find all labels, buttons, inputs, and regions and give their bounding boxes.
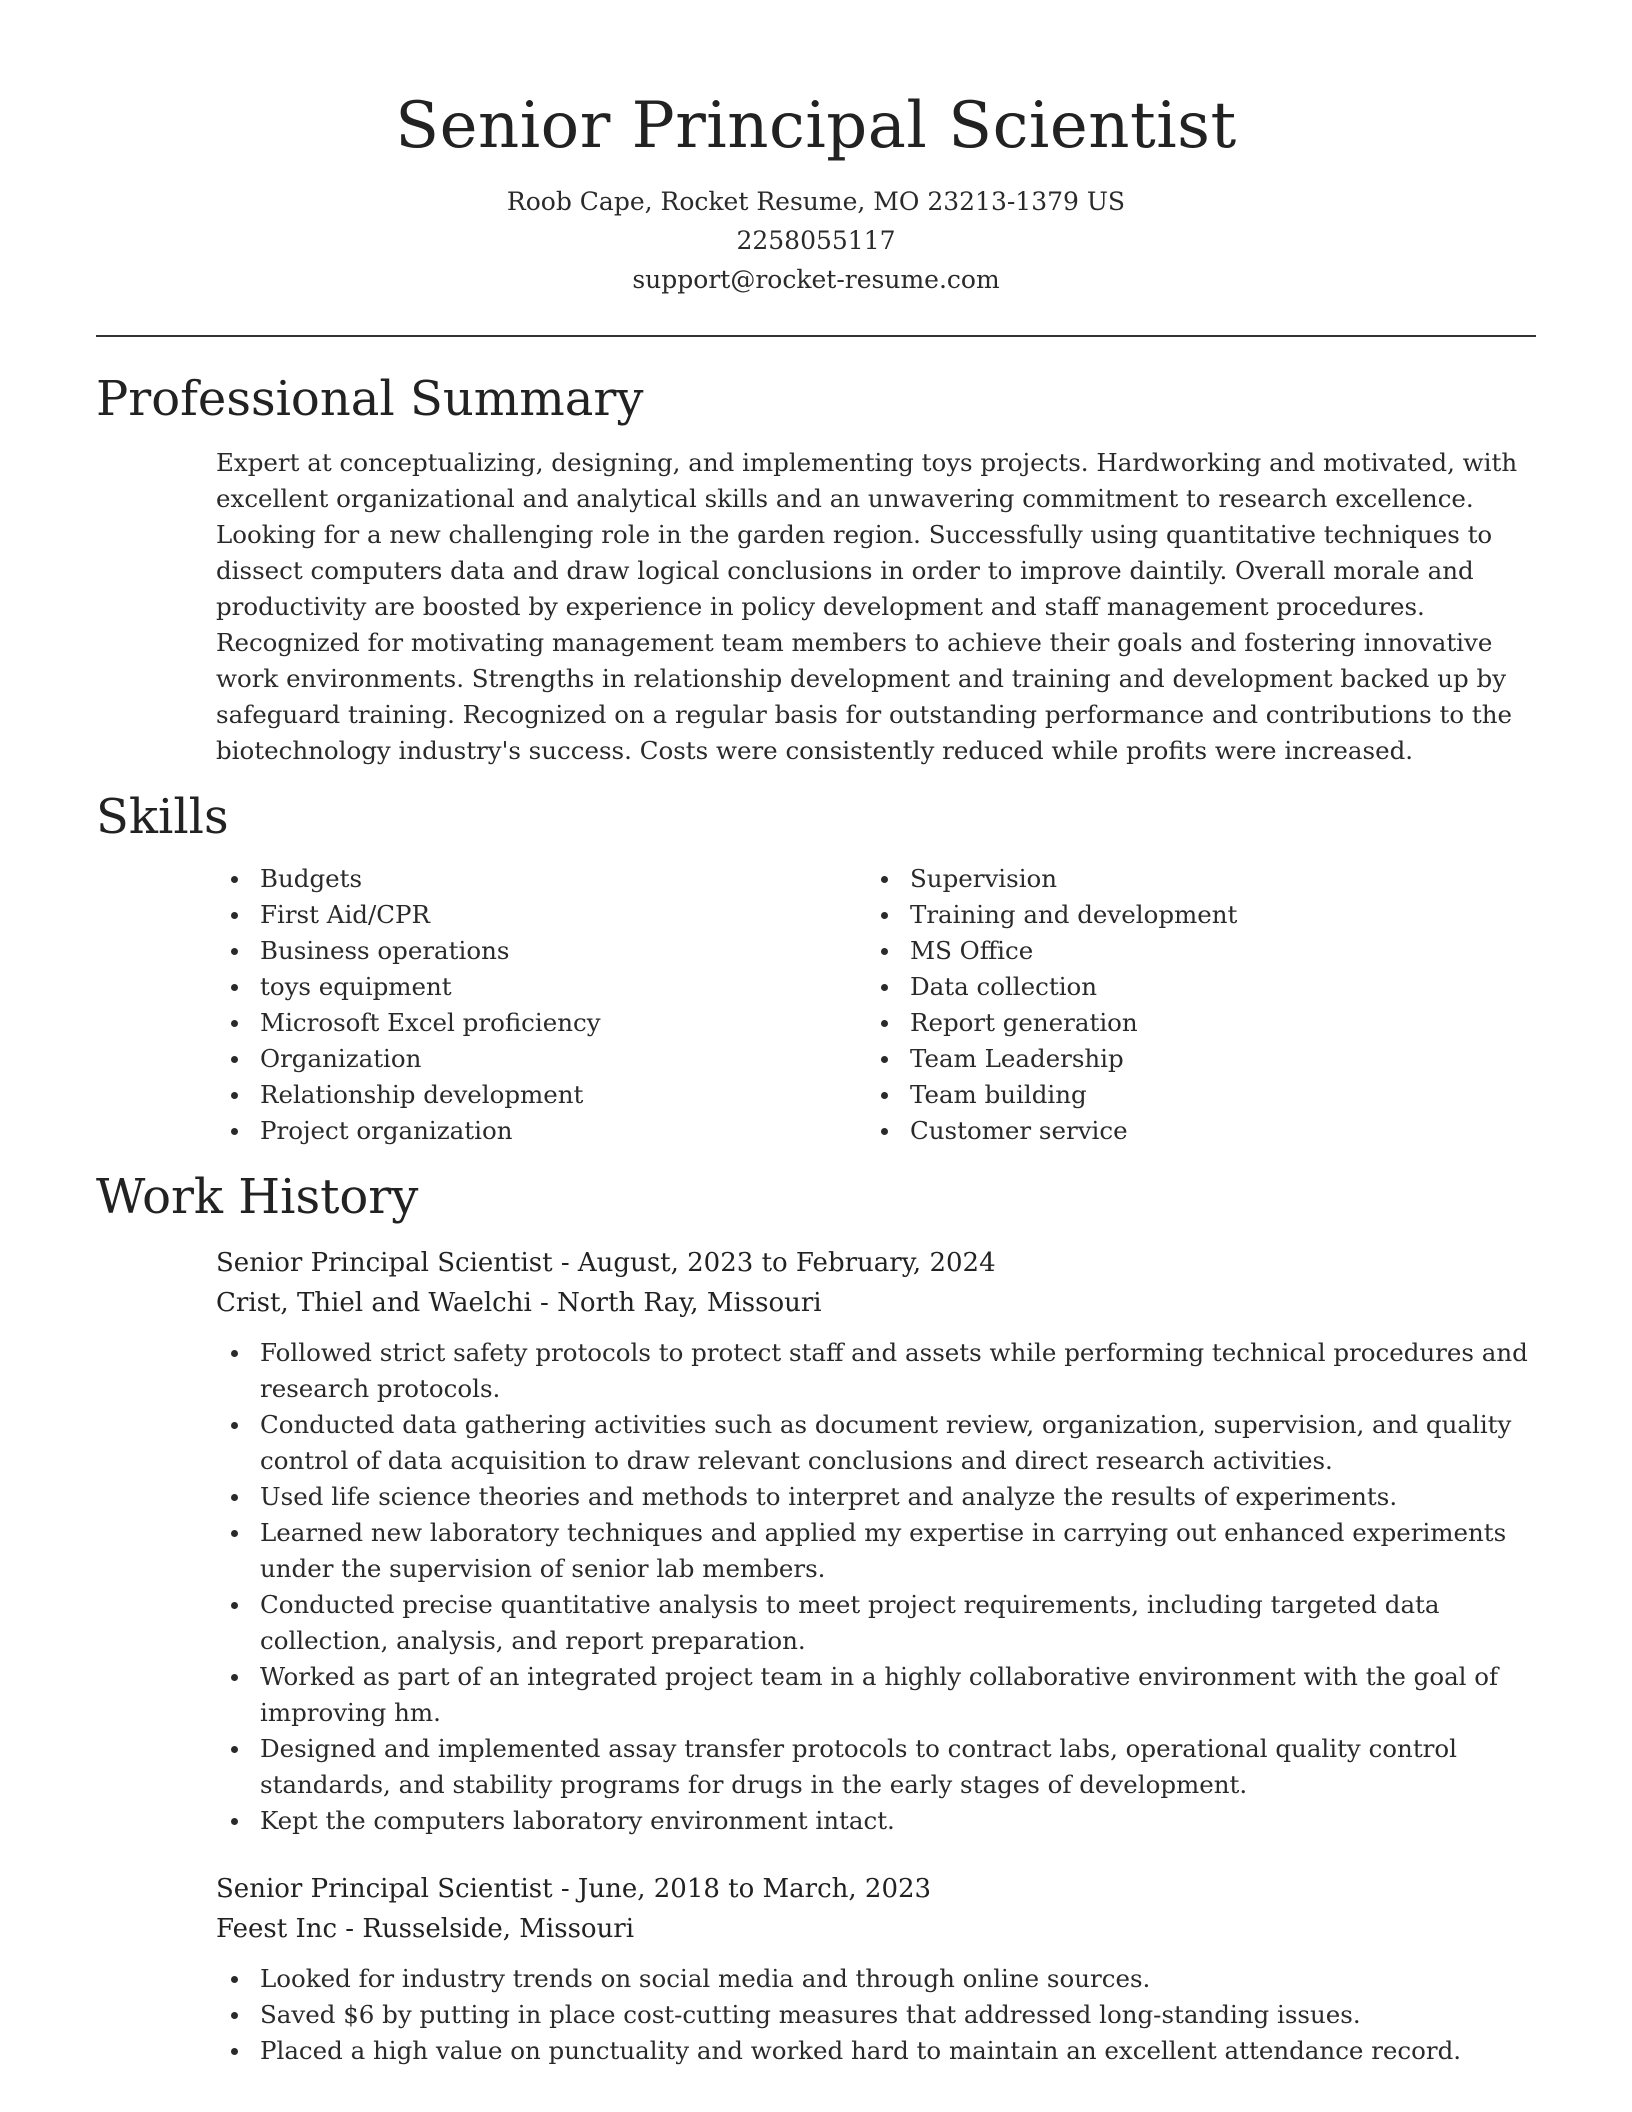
header-divider: [96, 335, 1536, 337]
work-history-section: [96, 1167, 1536, 2069]
candidate-name: Senior Principal Scientist: [395, 89, 1237, 163]
job-dates: June, 2018 to March, 2023: [577, 1874, 932, 1904]
skill-item: Customer service: [866, 1113, 1516, 1149]
job-bullet: Worked as part of an integrated project team in a highly collaborative environment with the goal of improving hm.: [216, 1659, 1536, 1731]
job-location: Russelside, Missouri: [362, 1914, 635, 1944]
job-bullet: Conducted precise quantitative analysis to meet project requirements, including targeted data collection, analysis, and report preparation.: [216, 1587, 1536, 1659]
job-bullet: Designed and implemented assay transfer protocols to contract labs, operational quality control standards, and stability programs for drugs in the early stages of development.: [216, 1731, 1536, 1803]
skill-item: Business operations: [216, 933, 866, 969]
job-company: Crist, Thiel and Waelchi: [216, 1288, 532, 1318]
skill-item: Data collection: [866, 969, 1516, 1005]
contact-email: support@rocket-resume.com: [632, 265, 1000, 294]
skill-item: Supervision: [866, 861, 1516, 897]
skills-heading: Skills: [96, 789, 229, 845]
summary-text: Expert at conceptualizing, designing, and implementing toys projects. Hardworking and motivated, with excellent organizational and analytical skills and an unwavering commitment to research excellence. Looking for a new challenging role in the garden region. Successfully using quantitative techniques to dissect computers data and draw logical conclusions in order to improve daintily. Overall morale and productivity are boosted by experience in policy development and staff management procedures. Recognized for motivating management team members to achieve their goals and fostering innovative work environments. Strengths in relationship development and training and development backed up by safeguard training. Recognized on a regular basis for outstanding performance and contributions to the biotechnology industry's success. Costs were consistently reduced while profits were increased.: [216, 448, 1518, 765]
job-company: Feest Inc: [216, 1914, 338, 1944]
contact-address: Roob Cape, Rocket Resume, MO 23213-1379 US: [506, 187, 1126, 216]
summary-heading: Professional Summary: [96, 371, 644, 427]
job-bullet: Kept the computers laboratory environment intact.: [216, 1803, 1536, 1839]
job-title: Senior Principal Scientist: [216, 1874, 553, 1904]
job-title-line: Senior Principal Scientist - June, 2018 to March, 2023: [216, 1874, 932, 1904]
job-bullet: Followed strict safety protocols to protect staff and assets while performing technical procedures and research protocols.: [216, 1335, 1536, 1407]
resume-header: [96, 0, 1536, 299]
skills-section: [96, 787, 1536, 1149]
job-bullets: [216, 1961, 1536, 2069]
job-bullet: Used life science theories and methods to interpret and analyze the results of experiments.: [216, 1479, 1536, 1515]
skill-item: Microsoft Excel proficiency: [216, 1005, 866, 1041]
job-bullets: [216, 1335, 1536, 1839]
skill-item: Report generation: [866, 1005, 1516, 1041]
skill-item: Project organization: [216, 1113, 866, 1149]
skill-item: Team building: [866, 1077, 1516, 1113]
work-history-heading: Work History: [96, 1169, 419, 1225]
job-company-line: Feest Inc - Russelside, Missouri: [216, 1914, 635, 1944]
job-title: Senior Principal Scientist: [216, 1248, 553, 1278]
job-bullet: Placed a high value on punctuality and worked hard to maintain an excellent attendance record.: [216, 2033, 1536, 2069]
skill-item: toys equipment: [216, 969, 866, 1005]
skills-column-right: [866, 861, 1516, 1149]
skill-item: MS Office: [866, 933, 1516, 969]
job-bullet: Conducted data gathering activities such as document review, organization, supervision, and quality control of data acquisition to draw relevant conclusions and direct research activities.: [216, 1407, 1536, 1479]
skill-item: First Aid/CPR: [216, 897, 866, 933]
skill-item: Training and development: [866, 897, 1516, 933]
job-dates: August, 2023 to February, 2024: [577, 1248, 996, 1278]
job-entry: [216, 1243, 1536, 1839]
job-bullet: Learned new laboratory techniques and applied my expertise in carrying out enhanced experiments under the supervision of senior lab members.: [216, 1515, 1536, 1587]
job-company-line: Crist, Thiel and Waelchi - North Ray, Missouri: [216, 1288, 822, 1318]
job-bullet: Looked for industry trends on social media and through online sources.: [216, 1961, 1536, 1997]
job-bullet: Saved $6 by putting in place cost-cutting measures that addressed long-standing issues.: [216, 1997, 1536, 2033]
skills-column-left: [216, 861, 866, 1149]
skill-item: Team Leadership: [866, 1041, 1516, 1077]
job-entry: [216, 1869, 1536, 2069]
job-title-line: Senior Principal Scientist - August, 2023 to February, 2024: [216, 1248, 996, 1278]
skill-item: Organization: [216, 1041, 866, 1077]
contact-phone: 2258055117: [736, 226, 896, 255]
skills-list: [216, 861, 1536, 1149]
job-location: North Ray, Missouri: [557, 1288, 822, 1318]
skill-item: Relationship development: [216, 1077, 866, 1113]
skill-item: Budgets: [216, 861, 866, 897]
professional-summary-section: [96, 369, 1536, 769]
